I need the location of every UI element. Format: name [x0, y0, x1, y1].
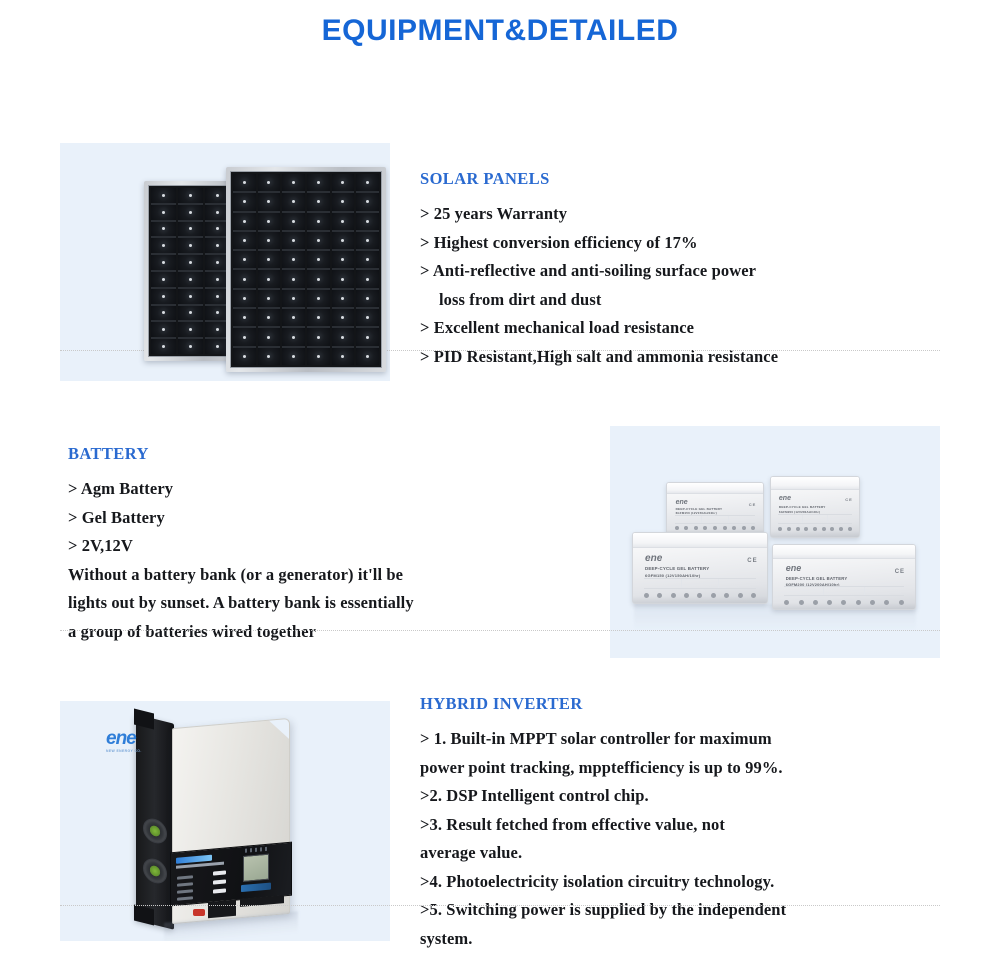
battery-sublabel-2: 6GFM200 (12V200AH/10hr) [779, 511, 820, 515]
solar-panels-line-3: > Anti-reflective and anti-soiling surface power [420, 257, 920, 286]
inverter-dc-plug [193, 909, 205, 916]
hybrid-inverter-line-6: >4. Photoelectricity isolation circuitry technology. [420, 868, 930, 897]
solar-panels-line-6: > PID Resistant,High salt and ammonia resistance [420, 343, 920, 372]
battery-marks-4: CE [895, 569, 905, 575]
battery-line-4: Without a battery bank (or a generator) it'll be [68, 561, 588, 590]
inverter-button-1[interactable] [213, 870, 226, 875]
section-divider-2 [60, 630, 940, 631]
inverter-heatsink-side [136, 714, 174, 929]
solar-panels-line-2: > Highest conversion efficiency of 17% [420, 229, 920, 258]
hybrid-inverter-heading: HYBRID INVERTER [420, 694, 930, 714]
section-divider-3 [60, 905, 940, 906]
hybrid-inverter-line-3: >2. DSP Intelligent control chip. [420, 782, 930, 811]
inverter-keypad[interactable] [241, 883, 271, 893]
battery-unit-back-right [770, 476, 860, 538]
inverter-fan-bottom [143, 856, 167, 886]
battery-line-6: a group of batteries wired together [68, 618, 588, 647]
solar-panels-image [60, 143, 390, 381]
inverter-button-3[interactable] [213, 888, 226, 893]
solar-panels-line-4: loss from dirt and dust [420, 286, 920, 315]
solar-panels-heading: SOLAR PANELS [420, 169, 920, 189]
battery-label-2: DEEP-CYCLE GEL BATTERY [779, 505, 826, 509]
battery-sublabel-1: 6GFM150 (12V150AH/10hr) [676, 512, 717, 516]
inverter-button-2[interactable] [213, 879, 226, 884]
battery-unit-back-left [666, 482, 764, 536]
inverter-led-2 [177, 882, 193, 886]
battery-line-3: > 2V,12V [68, 532, 588, 561]
inverter-vent-dots [245, 847, 267, 853]
solar-panels-illustration [60, 143, 390, 381]
battery-label-1: DEEP-CYCLE GEL BATTERY [676, 507, 723, 511]
solar-panel-front [226, 167, 386, 372]
solar-panels-line-1: > 25 years Warranty [420, 200, 920, 229]
battery-label-3: DEEP-CYCLE GEL BATTERY [645, 566, 709, 572]
inverter-brand-logo [106, 729, 142, 753]
hybrid-inverter-line-8: system. [420, 925, 930, 953]
battery-brand-1: ene [676, 499, 688, 506]
inverter-brand-text: ene [106, 728, 136, 749]
inverter-led-3 [177, 889, 193, 893]
inverter-lcd-display [243, 854, 269, 882]
battery-brand-3: ene [645, 554, 662, 564]
inverter-terminal-block [208, 900, 236, 918]
battery-sublabel-4: 6GFM200 (12V200AH/10hr) [786, 582, 840, 587]
battery-line-5: lights out by sunset. A battery bank is essentially [68, 589, 588, 618]
hybrid-inverter-text-column [420, 694, 930, 953]
hybrid-inverter-line-1: > 1. Built-in MPPT solar controller for maximum [420, 725, 930, 754]
hybrid-inverter-line-4: >3. Result fetched from effective value, not [420, 811, 930, 840]
panel-glass-front [230, 171, 382, 368]
hybrid-inverter-line-2: power point tracking, mpptefficiency is up to 99%. [420, 754, 930, 783]
battery-text-column [68, 444, 588, 646]
inverter-led-4 [177, 896, 193, 900]
battery-unit-front-right [772, 544, 916, 610]
battery-marks-3: CE [747, 558, 757, 564]
hybrid-inverter-line-5: average value. [420, 839, 930, 868]
battery-label-4: DEEP-CYCLE GEL BATTERY [786, 576, 848, 582]
battery-illustration [610, 426, 940, 658]
battery-line-1: > Agm Battery [68, 475, 588, 504]
battery-unit-front-left [632, 532, 768, 604]
battery-sublabel-3: 6GFM150 (12V150AH/10hr) [645, 573, 700, 578]
battery-image [610, 426, 940, 658]
solar-panels-text-column [420, 169, 920, 371]
inverter-led-1 [177, 875, 193, 879]
page-title: EQUIPMENT&DETAILED [0, 0, 1000, 46]
battery-brand-4: ene [786, 564, 802, 573]
battery-brand-2: ene [779, 495, 791, 502]
battery-marks-1: CE [749, 502, 757, 507]
hybrid-inverter-line-7: >5. Switching power is supplied by the independent [420, 896, 930, 925]
inverter-brand-subtext: NEW ENERGY CO. [106, 750, 142, 753]
battery-line-2: > Gel Battery [68, 504, 588, 533]
solar-panels-line-5: > Excellent mechanical load resistance [420, 314, 920, 343]
battery-heading: BATTERY [68, 444, 588, 464]
battery-marks-2: CE [845, 497, 853, 502]
inverter-fan-top [143, 816, 167, 846]
